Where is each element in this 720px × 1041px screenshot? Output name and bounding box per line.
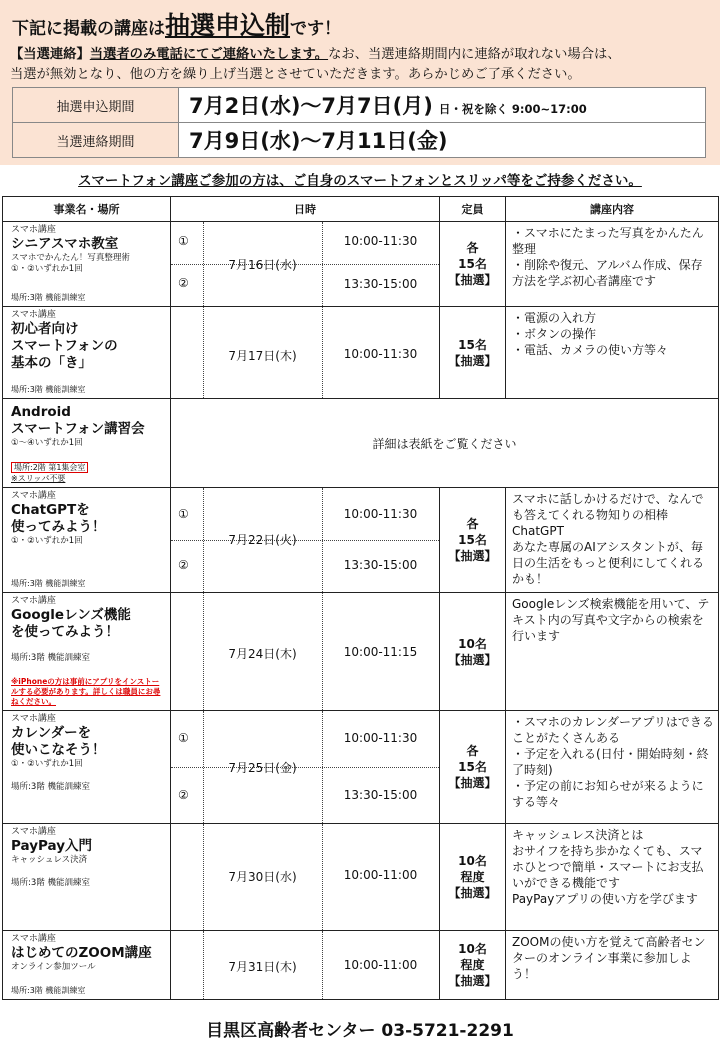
course-name-cell: スマホ講座 ChatGPTを 使ってみよう！ ①・②いずれか1回 場所:3階 機能訓練室: [3, 488, 171, 593]
headline: 下記に掲載の講座は抽選申込制です！: [12, 11, 342, 40]
capacity-cell: 各 15名 【抽選】: [440, 488, 506, 593]
content-cell: キャッシュレス決済とは おサイフを持ち歩かなくても、スマホひとつで簡単・スマートにお支払いができる機能です PayPayアプリの使い方を学びます: [506, 824, 719, 931]
iphone-warning: ※iPhoneの方は事前にアプリをインストールする必要があります。詳しくは職員にお尋ねください。: [11, 677, 161, 706]
winner-notice: 【当選連絡】当選者のみ電話にてご連絡いたします。なお、当選連絡期間内に連絡が取れない場合は、 当選が無効となり、他の方を繰り上げ当選とさせていただきます。あらかじめご了承ください。: [10, 47, 621, 82]
course-name-cell: スマホ講座 カレンダーを 使いこなそう！ ①・②いずれか1回 場所:3階 機能訓練室: [3, 711, 171, 824]
capacity-cell: 10名 程度 【抽選】: [440, 931, 506, 1000]
course-title: Googleレンズ機能 を使ってみよう！: [11, 607, 131, 640]
course-name-cell: スマホ講座 初心者向け スマートフォンの 基本の「き」 場所:3階 機能訓練室: [3, 307, 171, 399]
period-row: 当選連絡期間 7月9日(水)～7月11日(金): [13, 123, 706, 158]
capacity-cell: 各 15名 【抽選】: [440, 711, 506, 824]
course-title: シニアスマホ教室: [11, 236, 119, 252]
content-cell: ・電源の入れ方 ・ボタンの操作 ・電話、カメラの使い方等々: [506, 307, 719, 399]
course-table: [2, 196, 719, 1000]
course-title: はじめてのZOOM講座: [11, 945, 152, 961]
table-row: [3, 931, 719, 1000]
content-cell: Googleレンズ検索機能を用いて、テキスト内の写真や文字からの検索を行います: [506, 593, 719, 711]
capacity-cell: 15名 【抽選】: [440, 307, 506, 399]
course-name-cell: スマホ講座 はじめてのZOOM講座 オンライン参加ツール 場所:3階 機能訓練室: [3, 931, 171, 1000]
content-cell: ・スマホにたまった写真をかんたん整理 ・削除や復元、アルバム作成、保存方法を学ぶ初心者講座です: [506, 222, 719, 307]
table-row: [3, 488, 719, 593]
datetime-cell: ① ② 7月25日(金) 10:00-11:30 13:30-15:00: [171, 711, 440, 824]
lottery-info-panel: [0, 0, 720, 165]
datetime-cell: 7月17日(木) 10:00-11:30: [171, 307, 440, 399]
content-cell: ZOOMの使い方を覚えて高齢者センターのオンライン事業に参加しよう！: [506, 931, 719, 1000]
course-name-cell: スマホ講座 Googleレンズ機能 を使ってみよう！ 場所:3階 機能訓練室 ※iPhoneの方は事前にアプリをインストールする必要があります。詳しくは職員にお尋ねください。: [3, 593, 171, 711]
course-name-cell: スマホ講座 PayPay入門 キャッシュレス決済 場所:3階 機能訓練室: [3, 824, 171, 931]
table-row: [3, 222, 719, 307]
capacity-cell: 10名 程度 【抽選】: [440, 824, 506, 931]
content-cell: スマホに話しかけるだけで、なんでも答えてくれる物知りの相棒ChatGPT あなた専属のAIアシスタントが、毎日の生活をもっと便利にしてくれるかも！: [506, 488, 719, 593]
period-table: [12, 87, 706, 158]
course-title: PayPay入門: [11, 838, 93, 854]
table-row: [3, 399, 719, 488]
course-title: 初心者向け スマートフォンの 基本の「き」: [11, 321, 118, 371]
table-row: [3, 593, 719, 711]
table-header: 事業名・場所 日時 定員 講座内容: [3, 197, 719, 222]
course-name-cell: Android スマートフォン講習会 ①～④いずれか1回 場所:2階 第1集会室 ※スリッパ不要: [3, 399, 171, 488]
lottery-keyword: 抽選申込制: [165, 11, 291, 40]
android-detail: 詳細は表紙をご覧ください: [171, 399, 719, 488]
capacity-cell: 各 15名 【抽選】: [440, 222, 506, 307]
datetime-cell: 7月24日(木) 10:00-11:15: [171, 593, 440, 711]
footer-contact: 目黒区高齢者センター 03-5721-2291: [206, 1021, 514, 1041]
bring-notice: スマートフォン講座ご参加の方は、ご自身のスマートフォンとスリッパ等をご持参ください。: [78, 173, 642, 189]
course-title: ChatGPTを 使ってみよう！: [11, 502, 106, 535]
table-row: [3, 711, 719, 824]
place-boxed: 場所:2階 第1集会室: [11, 462, 88, 473]
course-title: カレンダーを 使いこなそう！: [11, 725, 106, 758]
table-row: [3, 307, 719, 399]
course-title: Android スマートフォン講習会: [11, 404, 145, 437]
period-row: 抽選申込期間 7月2日(水)～7月7日(月) 日・祝を除く 9:00~17:00: [13, 88, 706, 123]
content-cell: ・スマホのカレンダーアプリはできることがたくさんある ・予定を入れる(日付・開始時刻・終了時刻) ・予定の前にお知らせが来るようにする等々: [506, 711, 719, 824]
datetime-cell: 7月30日(水) 10:00-11:00: [171, 824, 440, 931]
table-row: [3, 824, 719, 931]
datetime-cell: ① ② 7月22日(火) 10:00-11:30 13:30-15:00: [171, 488, 440, 593]
datetime-cell: 7月31日(木) 10:00-11:00: [171, 931, 440, 1000]
course-name-cell: スマホ講座 シニアスマホ教室 スマホでかんたん！写真整理術 ①・②いずれか1回 場所:3階 機能訓練室: [3, 222, 171, 307]
capacity-cell: 10名 【抽選】: [440, 593, 506, 711]
datetime-cell: ① ② 7月16日(水) 10:00-11:30 13:30-15:00: [171, 222, 440, 307]
